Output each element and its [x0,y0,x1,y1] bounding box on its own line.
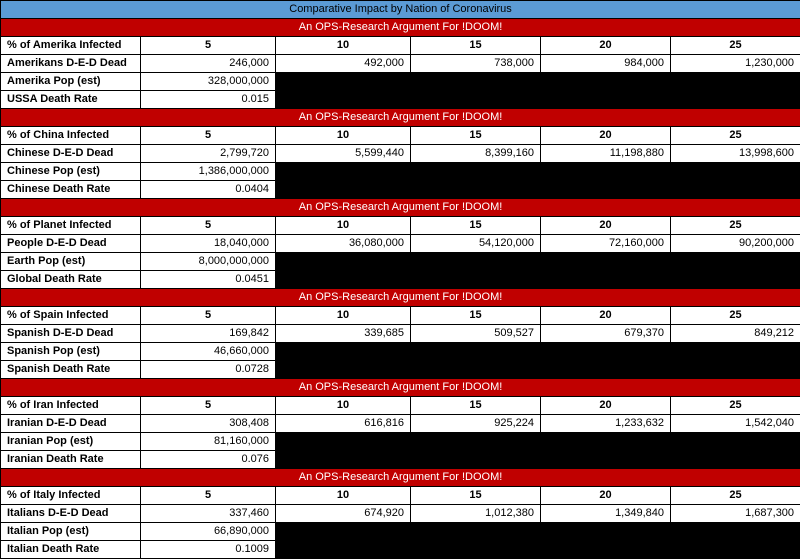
percent-cell[interactable]: 15 [411,397,541,415]
death-rate-label[interactable]: Italian Death Rate [1,541,141,559]
infected-percent-row [1,487,800,505]
population-row [1,73,800,91]
percent-cell[interactable]: 20 [541,127,671,145]
section-banner-row [1,469,800,487]
death-rate-label[interactable]: Global Death Rate [1,271,141,289]
percent-cell[interactable]: 5 [141,217,276,235]
death-rate-row [1,91,800,109]
section-banner-row [1,379,800,397]
dead-value-cell[interactable]: 679,370 [541,325,671,343]
death-rate-label[interactable]: Iranian Death Rate [1,451,141,469]
section-banner[interactable]: An OPS-Research Argument For !DOOM! [1,469,800,487]
section-banner-row [1,19,800,37]
population-value[interactable]: 8,000,000,000 [141,253,276,271]
infected-label[interactable]: % of Planet Infected [1,217,141,235]
dead-label[interactable]: Iranian D-E-D Dead [1,415,141,433]
infected-label[interactable]: % of Italy Infected [1,487,141,505]
death-rate-value[interactable]: 0.0404 [141,181,276,199]
death-rate-value[interactable]: 0.0728 [141,361,276,379]
dead-value-cell[interactable]: 5,599,440 [276,145,411,163]
blank-fill[interactable] [276,181,800,199]
dead-value-cell[interactable]: 1,687,300 [671,505,800,523]
dead-label[interactable]: Italians D-E-D Dead [1,505,141,523]
infected-percent-row [1,127,800,145]
population-row [1,523,800,541]
percent-cell[interactable]: 15 [411,487,541,505]
population-label[interactable]: Spanish Pop (est) [1,343,141,361]
percent-cell[interactable]: 25 [671,397,800,415]
percent-cell[interactable]: 5 [141,127,276,145]
population-value[interactable]: 66,890,000 [141,523,276,541]
section-banner-row [1,289,800,307]
dead-value-cell[interactable]: 1,230,000 [671,55,800,73]
percent-cell[interactable]: 25 [671,217,800,235]
percent-cell[interactable]: 15 [411,127,541,145]
infected-label[interactable]: % of Iran Infected [1,397,141,415]
population-label[interactable]: Amerika Pop (est) [1,73,141,91]
percent-cell[interactable]: 15 [411,37,541,55]
percent-cell[interactable]: 5 [141,487,276,505]
section-banner-row [1,109,800,127]
dead-count-row [1,235,800,253]
death-rate-value[interactable]: 0.015 [141,91,276,109]
percent-cell[interactable]: 10 [276,487,411,505]
blank-fill[interactable] [276,451,800,469]
dead-value-cell[interactable]: 1,542,040 [671,415,800,433]
dead-value-cell[interactable]: 1,233,632 [541,415,671,433]
dead-value-cell[interactable]: 36,080,000 [276,235,411,253]
dead-value-cell[interactable]: 509,527 [411,325,541,343]
dead-label[interactable]: People D-E-D Dead [1,235,141,253]
dead-value-cell[interactable]: 90,200,000 [671,235,800,253]
death-rate-row [1,541,800,559]
percent-cell[interactable]: 10 [276,37,411,55]
population-row [1,253,800,271]
dead-value-cell[interactable]: 169,842 [141,325,276,343]
dead-value-cell[interactable]: 246,000 [141,55,276,73]
blank-fill[interactable] [276,91,800,109]
dead-value-cell[interactable]: 13,998,600 [671,145,800,163]
dead-value-cell[interactable]: 492,000 [276,55,411,73]
dead-value-cell[interactable]: 984,000 [541,55,671,73]
population-label[interactable]: Chinese Pop (est) [1,163,141,181]
dead-value-cell[interactable]: 1,012,380 [411,505,541,523]
population-value[interactable]: 1,386,000,000 [141,163,276,181]
section-banner[interactable]: An OPS-Research Argument For !DOOM! [1,109,800,127]
blank-fill[interactable] [276,433,800,451]
population-row [1,343,800,361]
dead-count-row [1,415,800,433]
dead-value-cell[interactable]: 54,120,000 [411,235,541,253]
death-rate-label[interactable]: Chinese Death Rate [1,181,141,199]
blank-fill[interactable] [276,73,800,91]
dead-value-cell[interactable]: 8,399,160 [411,145,541,163]
infected-percent-row [1,307,800,325]
population-value[interactable]: 81,160,000 [141,433,276,451]
dead-value-cell[interactable]: 925,224 [411,415,541,433]
section-banner[interactable]: An OPS-Research Argument For !DOOM! [1,199,800,217]
percent-cell[interactable]: 25 [671,37,800,55]
dead-value-cell[interactable]: 674,920 [276,505,411,523]
death-rate-row [1,181,800,199]
population-value[interactable]: 46,660,000 [141,343,276,361]
dead-label[interactable]: Amerikans D-E-D Dead [1,55,141,73]
percent-cell[interactable]: 20 [541,217,671,235]
blank-fill[interactable] [276,163,800,181]
dead-value-cell[interactable]: 616,816 [276,415,411,433]
dead-value-cell[interactable]: 1,349,840 [541,505,671,523]
percent-cell[interactable]: 5 [141,37,276,55]
dead-value-cell[interactable]: 18,040,000 [141,235,276,253]
percent-cell[interactable]: 10 [276,217,411,235]
death-rate-value[interactable]: 0.076 [141,451,276,469]
dead-value-cell[interactable]: 337,460 [141,505,276,523]
percent-cell[interactable]: 25 [671,307,800,325]
dead-count-row [1,325,800,343]
percent-cell[interactable]: 20 [541,307,671,325]
dead-value-cell[interactable]: 72,160,000 [541,235,671,253]
population-row [1,433,800,451]
percent-cell[interactable]: 20 [541,397,671,415]
blank-fill[interactable] [276,253,800,271]
dead-value-cell[interactable]: 11,198,880 [541,145,671,163]
section-banner[interactable]: An OPS-Research Argument For !DOOM! [1,379,800,397]
death-rate-row [1,361,800,379]
dead-value-cell[interactable]: 738,000 [411,55,541,73]
dead-count-row [1,145,800,163]
infected-label[interactable]: % of Amerika Infected [1,37,141,55]
section-banner-row [1,199,800,217]
death-rate-row [1,271,800,289]
death-rate-value[interactable]: 0.0451 [141,271,276,289]
blank-fill[interactable] [276,541,800,559]
dead-value-cell[interactable]: 2,799,720 [141,145,276,163]
dead-label[interactable]: Chinese D-E-D Dead [1,145,141,163]
dead-label[interactable]: Spanish D-E-D Dead [1,325,141,343]
population-value[interactable]: 328,000,000 [141,73,276,91]
percent-cell[interactable]: 15 [411,217,541,235]
dead-count-row [1,505,800,523]
dead-value-cell[interactable]: 308,408 [141,415,276,433]
blank-fill[interactable] [276,361,800,379]
percent-cell[interactable]: 25 [671,127,800,145]
infected-label[interactable]: % of China Infected [1,127,141,145]
percent-cell[interactable]: 20 [541,37,671,55]
dead-count-row [1,55,800,73]
sheet-title[interactable]: Comparative Impact by Nation of Coronavirus [1,1,800,19]
section-banner[interactable]: An OPS-Research Argument For !DOOM! [1,289,800,307]
percent-cell[interactable]: 10 [276,397,411,415]
population-label[interactable]: Earth Pop (est) [1,253,141,271]
percent-cell[interactable]: 15 [411,307,541,325]
percent-cell[interactable]: 10 [276,307,411,325]
dead-value-cell[interactable]: 339,685 [276,325,411,343]
death-rate-row [1,451,800,469]
death-rate-label[interactable]: Spanish Death Rate [1,361,141,379]
percent-cell[interactable]: 10 [276,127,411,145]
dead-value-cell[interactable]: 849,212 [671,325,800,343]
population-label[interactable]: Iranian Pop (est) [1,433,141,451]
percent-cell[interactable]: 25 [671,487,800,505]
infected-label[interactable]: % of Spain Infected [1,307,141,325]
blank-fill[interactable] [276,271,800,289]
blank-fill[interactable] [276,523,800,541]
population-label[interactable]: Italian Pop (est) [1,523,141,541]
death-rate-value[interactable]: 0.1009 [141,541,276,559]
death-rate-label[interactable]: USSA Death Rate [1,91,141,109]
blank-fill[interactable] [276,343,800,361]
percent-cell[interactable]: 5 [141,397,276,415]
percent-cell[interactable]: 5 [141,307,276,325]
percent-cell[interactable]: 20 [541,487,671,505]
infected-percent-row [1,397,800,415]
section-banner[interactable]: An OPS-Research Argument For !DOOM! [1,19,800,37]
title-row [1,1,800,19]
population-row [1,163,800,181]
infected-percent-row [1,37,800,55]
infected-percent-row [1,217,800,235]
